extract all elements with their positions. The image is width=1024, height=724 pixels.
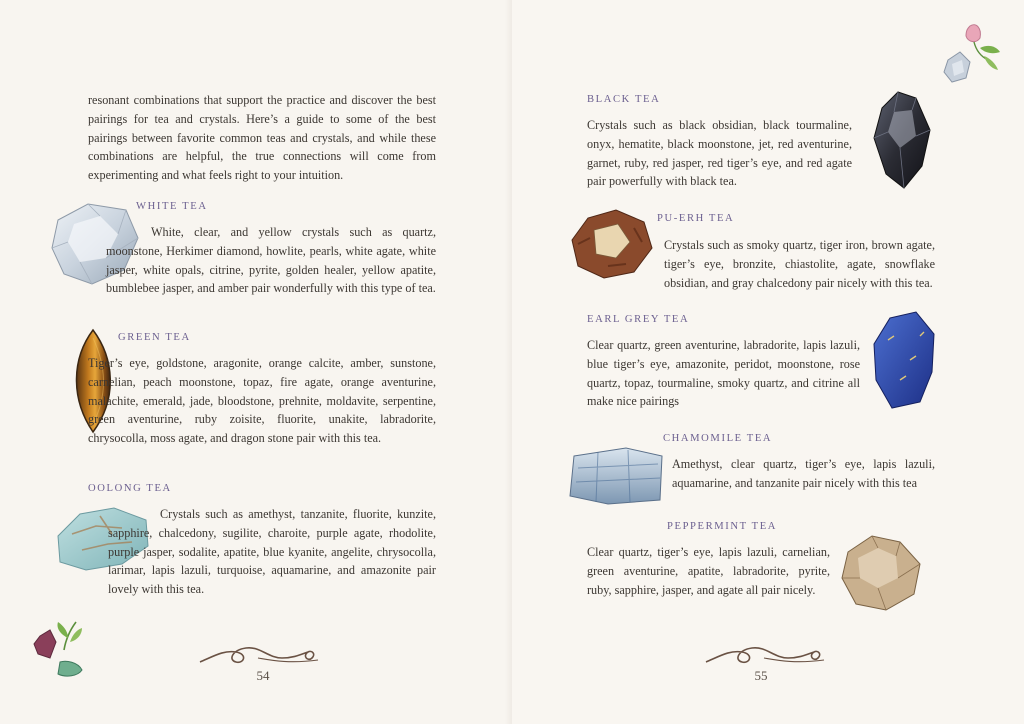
black-tea-text: Crystals such as black obsidian, black tourmaline, onyx, hematite, black moonstone, jet, red aventurine, garnet, ruby, red jasper, red tiger’s eye, and red agate pair powerfully with black tea. [587,118,852,189]
peppermint-tea-text: Clear quartz, tiger’s eye, lapis lazuli, carnelian, green aventurine, apatite, labradorite, pyrite, ruby, sapphire, jasper, and agate all pair nicely. [587,545,830,597]
blue-kyanite-icon [568,446,664,506]
gem-sprig-icon [30,620,88,686]
pu-erh-tea-text: Crystals such as smoky quartz, tiger iron, brown agate, tiger’s eye, bronzite, chiastolite, agate, snowflake obsidian, and gray chalcedony pair nicely with this tea. [664,238,935,290]
page-number-left: 54 [256,668,270,683]
peppermint-tea-heading: PEPPERMINT TEA [667,521,778,532]
white-tea-text: White, clear, and yellow crystals such as quartz, moonstone, Herkimer diamond, howlite, pearls, white agate, white jasper, white opals, citrine, pyrite, golden healer, yellow apatite, bumblebee jasper, and amber pair wonderfully with this type of tea. [106,225,436,296]
green-tea-text: Tiger’s eye, goldstone, aragonite, orange calcite, amber, sunstone, carnelian, peach moonstone, topaz, fire agate, orange aventurine, malachite, emerald, jade, bloodstone, prehnite, moldavite, serpentine, green aventurine, ruby zoisite, fluorite, unakite, labradorite, chrysocolla, moss agate, and dragon stone pair with this tea. [88,356,436,446]
chamomile-tea-text: Amethyst, clear quartz, tiger’s eye, lapis lazuli, aquamarine, and tanzanite pair nicely with this tea [672,457,935,490]
black-tea-heading: BLACK TEA [587,94,661,105]
lapis-lazuli-icon [870,310,938,410]
earl-grey-tea-text: Clear quartz, green aventurine, labradorite, lapis lazuli, blue tiger’s eye, amazonite, peridot, moonstone, rose quartz, topaz, tourmaline, smoky quartz, and citrine all make nice pairings [587,338,860,409]
oolong-tea-heading: OOLONG TEA [88,483,172,494]
intro-paragraph: resonant combinations that support the practice and discover the best pairings for tea and crystals. Here’s a guide to some of the best pairings between favorite common teas and crystals, and while these combinations are helpful, the true connections will come from experimenting and what feels right to your intuition. [88,93,436,183]
page-number-right: 55 [754,668,768,683]
white-tea-heading: WHITE TEA [136,201,208,212]
flourish-right [704,640,826,668]
pu-erh-tea-heading: PU-ERH TEA [657,213,735,224]
pyrite-icon [838,532,924,612]
flower-sprig-icon [940,20,1008,86]
oolong-tea-text: Crystals such as amethyst, tanzanite, fluorite, kunzite, sapphire, chalcedony, sugilite, charoite, purple agate, rhodolite, purple jasper, sodalite, apatite, blue kyanite, angelite, chrysocolla, larimar, lapis lazuli, turquoise, aquamarine, and amazonite pair lovely with this tea. [108,507,436,597]
right-page [512,0,1024,724]
black-obsidian-icon [872,90,932,190]
tiger-iron-icon [568,208,654,280]
chamomile-tea-heading: CHAMOMILE TEA [663,433,773,444]
flourish-left [198,640,320,668]
green-tea-heading: GREEN TEA [118,332,191,343]
earl-grey-tea-heading: EARL GREY TEA [587,314,690,325]
